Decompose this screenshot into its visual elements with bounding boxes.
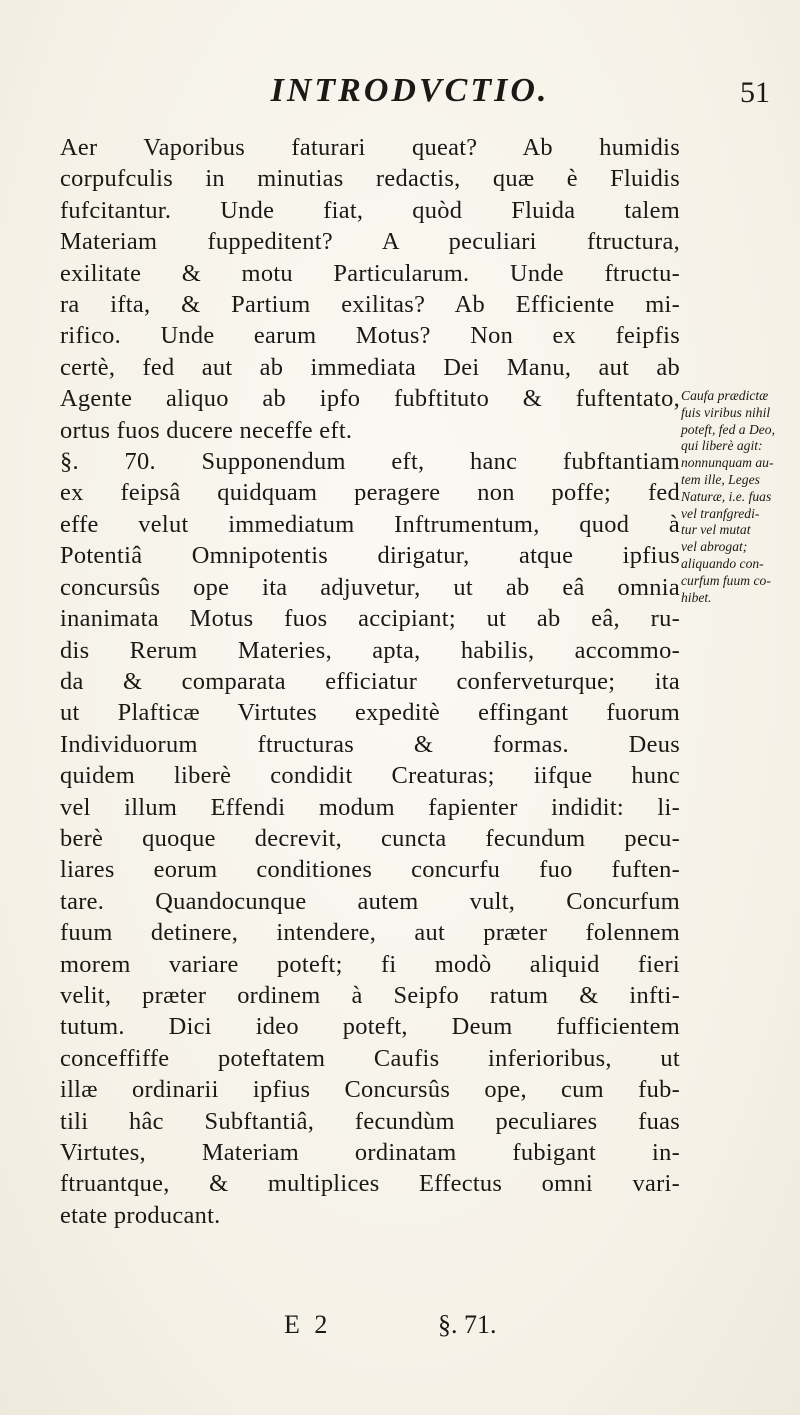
text-line: quidem liberè condidit Creaturas; iifque hunc bbox=[60, 762, 680, 790]
marginal-note bbox=[681, 388, 793, 606]
text-line: tutum. Dici ideo poteft, Deum fufficientem bbox=[60, 1013, 680, 1041]
text-line: fuum detinere, intendere, aut præter folennem bbox=[60, 919, 680, 947]
text-line: ftruantque, & multiplices Effectus omni vari- bbox=[60, 1170, 680, 1198]
text-line: vel illum Effendi modum fapienter indidit: li- bbox=[60, 793, 680, 821]
marginal-note-line: fuis viribus nihil bbox=[681, 404, 771, 420]
marginal-note-line: qui liberè agit: bbox=[681, 438, 763, 454]
text-line: ut Plafticæ Virtutes expeditè effingant fuorum bbox=[60, 699, 680, 727]
catchword: §. 71. bbox=[438, 1310, 497, 1339]
text-line: fufcitantur. Unde fiat, quòd Fluida talem bbox=[60, 196, 680, 224]
text-line: Potentiâ Omnipotentis dirigatur, atque ipfius bbox=[60, 542, 680, 570]
marginal-note-line: aliquando con- bbox=[681, 555, 764, 571]
text-line: etate producant. bbox=[60, 1201, 221, 1229]
main-text-block bbox=[60, 132, 680, 1231]
text-line: ortus fuos ducere neceffe eft. bbox=[60, 416, 353, 444]
running-head: INTRODVCTIO. bbox=[270, 72, 550, 109]
text-line: morem variare poteft; fi modò aliquid fieri bbox=[60, 950, 680, 978]
marginal-note-line: poteft, fed a Deo, bbox=[681, 421, 776, 437]
text-line: liares eorum conditiones concurfu fuo fuften- bbox=[60, 856, 680, 884]
signature-mark: E 2 bbox=[284, 1310, 332, 1339]
text-line: inanimata Motus fuos accipiant; ut ab eâ, ru- bbox=[60, 605, 680, 633]
text-line: tili hâc Subftantiâ, fecundùm peculiares fuas bbox=[60, 1107, 680, 1135]
text-line: dis Rerum Materies, apta, habilis, accommo- bbox=[60, 636, 680, 664]
text-line: rifico. Unde earum Motus? Non ex feipfis bbox=[60, 322, 680, 350]
text-line: ra ifta, & Partium exilitas? Ab Efficiente mi- bbox=[60, 291, 680, 319]
page-number: 51 bbox=[740, 76, 770, 109]
marginal-note-line: tur vel mutat bbox=[681, 522, 751, 538]
text-line: effe velut immediatum Inftrumentum, quod à bbox=[60, 510, 680, 538]
text-line: berè quoque decrevit, cuncta fecundum pecu- bbox=[60, 824, 680, 852]
marginal-note-line: Caufa prædictæ bbox=[681, 388, 769, 403]
text-line: Aer Vaporibus faturari queat? Ab humidis bbox=[60, 134, 680, 161]
marginal-note-line: vel tranfgredi- bbox=[681, 505, 760, 521]
text-line: Virtutes, Materiam ordinatam fubigant in- bbox=[60, 1139, 680, 1166]
marginal-note-line: curfum fuum co- bbox=[681, 572, 771, 588]
text-line: tare. Quandocunque autem vult, Concurfum bbox=[60, 887, 680, 915]
text-line: corpufculis in minutias redactis, quæ è Fluidis bbox=[60, 165, 680, 193]
text-line: exilitate & motu Particularum. Unde ftructu- bbox=[60, 259, 680, 287]
text-line: Materiam fuppeditent? A peculiari ftructura, bbox=[60, 228, 680, 256]
text-line: illæ ordinarii ipfius Concursûs ope, cum fub- bbox=[60, 1076, 680, 1104]
marginal-note-line: hibet. bbox=[681, 589, 712, 605]
marginal-note-line: vel abrogat; bbox=[681, 539, 748, 555]
text-line: conceffiffe poteftatem Caufis inferioribus, ut bbox=[60, 1044, 680, 1072]
text-line: da & comparata efficiatur conferveturque; ita bbox=[60, 667, 680, 695]
marginal-note-line: tem ille, Leges bbox=[681, 471, 760, 487]
text-line: Individuorum ftructuras & formas. Deus bbox=[60, 730, 680, 758]
text-line: §. 70. Supponendum eft, hanc fubftantiam bbox=[60, 448, 680, 476]
text-line: certè, fed aut ab immediata Dei Manu, aut ab bbox=[60, 353, 680, 381]
text-line: Agente aliquo ab ipfo fubftituto & fuftentato, bbox=[60, 385, 680, 413]
text-line: velit, præter ordinem à Seipfo ratum & infti- bbox=[60, 981, 680, 1009]
text-line: ex feipsâ quidquam peragere non poffe; fed bbox=[60, 479, 680, 507]
marginal-note-line: nonnunquam au- bbox=[681, 455, 774, 471]
marginal-note-line: Naturæ, i.e. fuas bbox=[681, 488, 772, 504]
text-line: concursûs ope ita adjuvetur, ut ab eâ omnia bbox=[60, 573, 680, 601]
